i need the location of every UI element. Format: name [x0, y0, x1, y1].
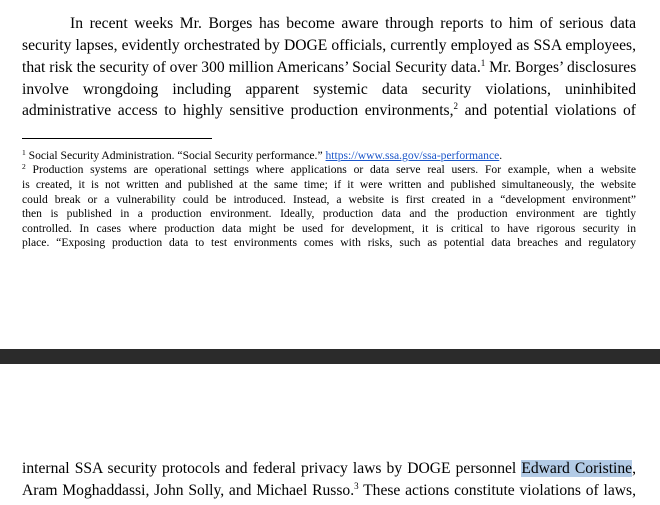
footnote-2-line-3: could break or a vulnerability could be introduced. Instead, a website is first created in a “development environment” — [22, 193, 636, 206]
footnote-ref-2[interactable]: 2 — [453, 101, 459, 111]
body-paragraph-line-5: administrative access to highly sensitive production environments,$^2$ and potential violations of — [22, 101, 636, 119]
footnote-ref-3[interactable]: 3 — [354, 481, 359, 491]
body-paragraph-line-3: that risk the security of over 300 million Americans’ Social Security data.$^1$ Mr. Borges’ disclosures — [22, 58, 637, 76]
selected-text-highlight[interactable]: Edward Coristine — [521, 460, 633, 477]
page-break-divider — [0, 349, 660, 364]
footnote-1: $^1$ Social Security Administration. “Social Security performance.” https://www.ssa.gov/ssa-performance. — [22, 148, 503, 162]
body-paragraph-line-7: Aram Moghaddassi, John Solly, and Michael Russo.$^3$ These actions constitute violations of laws, — [22, 481, 636, 499]
body-paragraph-line-4: involve wrongdoing including apparent systemic data security violations, uninhibited — [22, 81, 636, 98]
footnote-2-line-4: then is published in a production environment. Ideally, production data and the production environment are tightly — [22, 207, 636, 220]
document-page-bottom — [0, 364, 660, 505]
body-paragraph-line-1: In recent weeks Mr. Borges has become aware through reports to him of serious data — [70, 15, 636, 32]
footnote-separator — [22, 138, 212, 139]
footnote-2-line-2: is created, it is not written and published at the same time; if it were written and published simultaneously, the website — [22, 178, 636, 191]
body-paragraph-line-6: internal SSA security protocols and federal privacy laws by DOGE personnel Edward Coristine, — [22, 460, 636, 477]
footnote-2-line-5: controlled. In cases where production data might be used for development, it is critical to have rigorous security in — [22, 222, 636, 235]
footnote-2-line-6: place. “Exposing production data to test environments comes with risks, such as potential data breaches and regulatory — [22, 236, 636, 249]
body-paragraph-line-2: security lapses, evidently orchestrated by DOGE officials, currently employed as SSA employees, — [22, 37, 636, 54]
footnote-1-link[interactable]: https://www.ssa.gov/ssa-performance — [325, 149, 500, 162]
footnote-2-line-1: $^2$ Production systems are operational settings where applications or data serve real users. For example, when a website — [22, 162, 636, 176]
footnote-ref-1[interactable]: 1 — [480, 58, 486, 68]
